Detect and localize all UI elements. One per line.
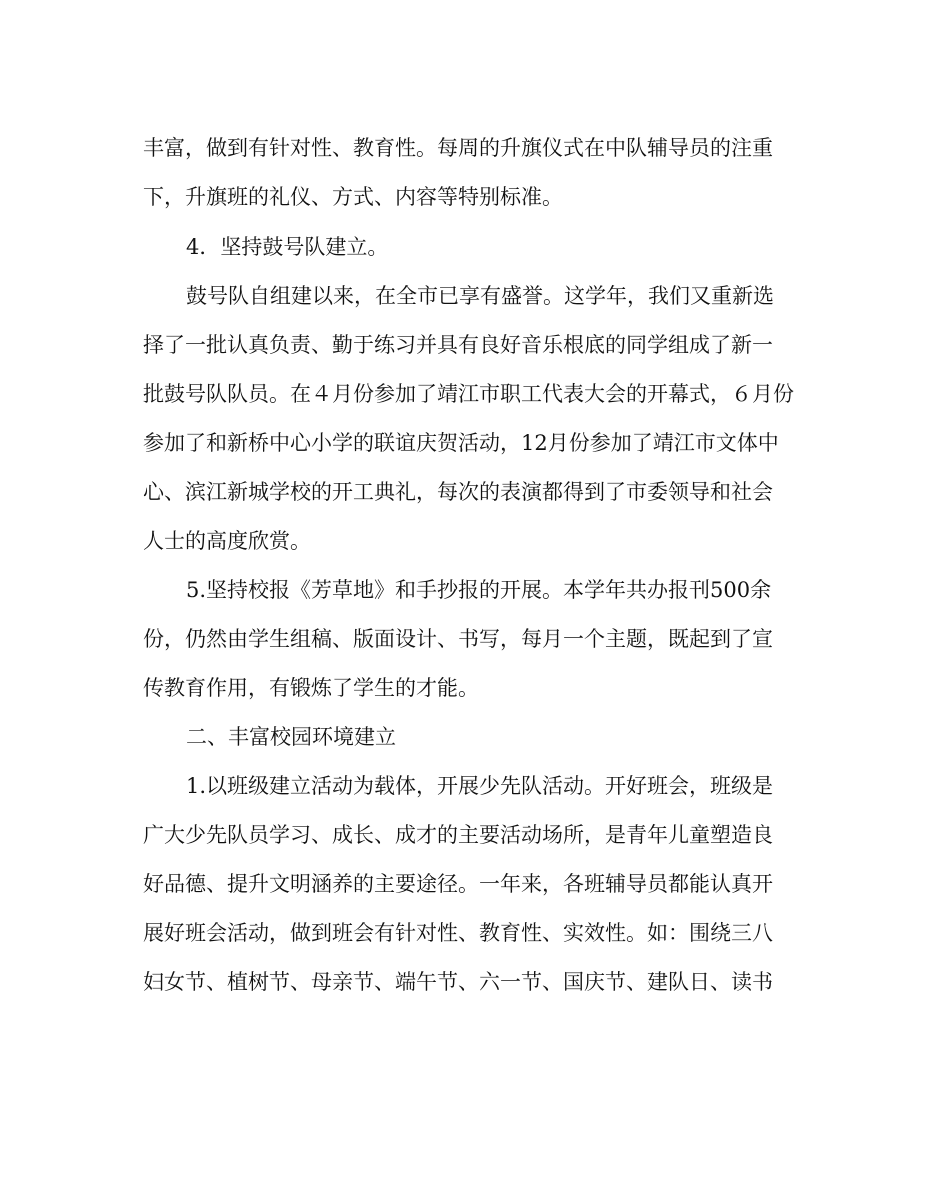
text-line: 下，升旗班的礼仪、方式、内容等特别标准。 <box>143 185 563 209</box>
section-heading: 二、丰富校园环境建立 <box>186 725 396 749</box>
text-line: 心、滨江新城学校的开工典礼，每次的表演都得到了市委领导和社会 <box>143 480 773 504</box>
text-line: 份，仍然由学生组稿、版面设计、书写，每月一个主题，既起到了宣 <box>143 627 773 651</box>
text-line: 妇女节、植树节、母亲节、端午节、六一节、国庆节、建队日、读书 <box>143 970 773 994</box>
text-line: 好品德、提升文明涵养的主要途径。一年来，各班辅导员都能认真开 <box>143 872 773 896</box>
text-line: 择了一批认真负责、勤于练习并具有良好音乐根底的同学组成了新一 <box>143 333 773 357</box>
text-line: 展好班会活动，做到班会有针对性、教育性、实效性。如：围绕三八 <box>143 921 773 945</box>
text-line: 鼓号队自组建以来，在全市已享有盛誉。这学年，我们又重新选 <box>186 284 774 308</box>
text-line: 批鼓号队队员。在４月份参加了靖江市职工代表大会的开幕式，６月份 <box>143 382 794 406</box>
text-line: 传教育作用，有锻炼了学生的才能。 <box>143 676 479 700</box>
section-heading: 4．坚持鼓号队建立。 <box>186 235 389 259</box>
text-line: 5.坚持校报《芳草地》和手抄报的开展。本学年共办报刊500余 <box>186 578 772 602</box>
text-line: 1.以班级建立活动为载体，开展少先队活动。开好班会，班级是 <box>186 774 774 798</box>
text-line: 参加了和新桥中心小学的联谊庆贺活动，12月份参加了靖江市文体中 <box>143 431 779 455</box>
text-line: 人士的高度欣赏。 <box>143 529 311 553</box>
text-line: 丰富，做到有针对性、教育性。每周的升旗仪式在中队辅导员的注重 <box>143 136 773 160</box>
text-line: 广大少先队员学习、成长、成才的主要活动场所，是青年儿童塑造良 <box>143 823 773 847</box>
